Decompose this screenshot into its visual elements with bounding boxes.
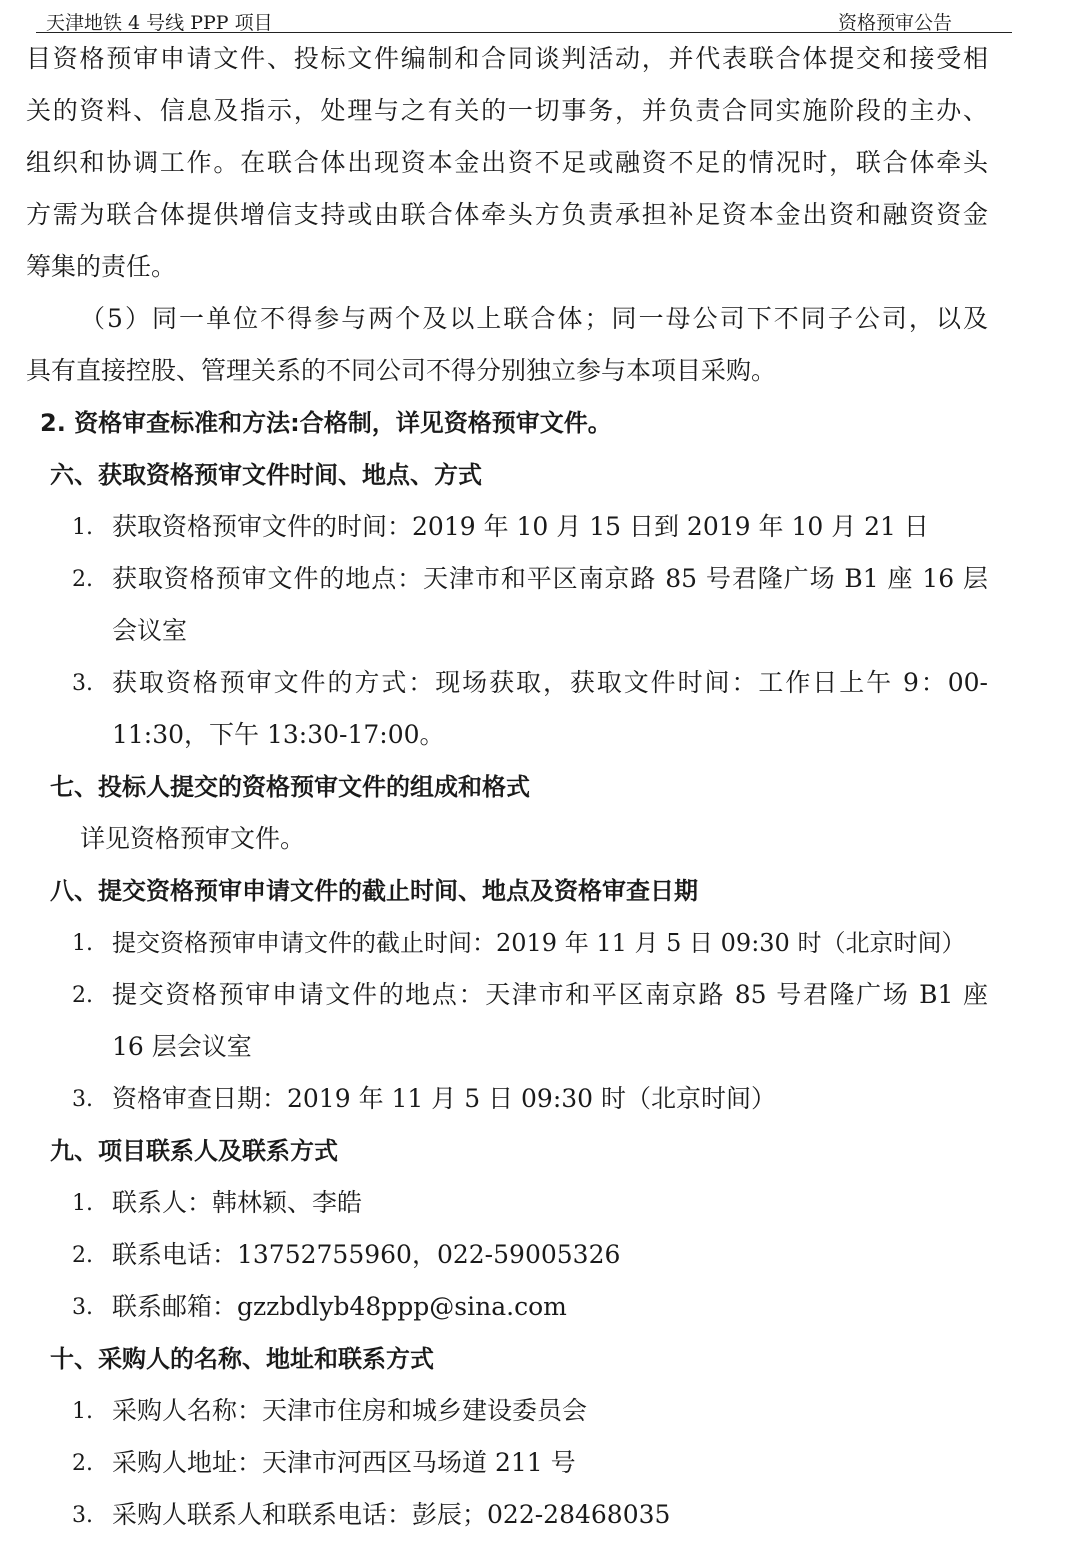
list-item: 资格审查日期：2019 年 11 月 5 日 09:30 时（北京时间） xyxy=(112,1084,777,1113)
header-doc-title: 资格预审公告 xyxy=(837,12,952,34)
list-number: 3. xyxy=(72,1087,93,1112)
list-number: 1. xyxy=(72,931,93,956)
list-number: 3. xyxy=(72,671,93,696)
list-item-continuation: 会议室 xyxy=(112,616,188,645)
list-item-continuation: 16 层会议室 xyxy=(112,1032,252,1061)
list-item: 联系电话：13752755960，022-59005326 xyxy=(112,1240,621,1269)
list-item: 提交资格预审申请文件的截止时间：2019 年 11 月 5 日 09:30 时（北京时间） xyxy=(112,929,966,957)
list-item: 采购人地址：天津市河西区马场道 211 号 xyxy=(112,1448,576,1477)
section-7-title: 七、投标人提交的资格预审文件的组成和格式 xyxy=(50,773,530,801)
list-number: 2. xyxy=(72,983,93,1008)
page-header xyxy=(36,6,1012,33)
section-7-body: 详见资格预审文件。 xyxy=(80,824,306,853)
section-8-title: 八、提交资格预审申请文件的截止时间、地点及资格审查日期 xyxy=(50,877,698,905)
list-number: 2. xyxy=(72,567,93,592)
clause-5-line: 具有直接控股、管理关系的不同公司不得分别独立参与本项目采购。 xyxy=(26,356,777,385)
qualification-method: 2. 资格审查标准和方法:合格制，详见资格预审文件。 xyxy=(40,409,612,437)
section-9-title: 九、项目联系人及联系方式 xyxy=(50,1137,338,1165)
list-number: 2. xyxy=(72,1451,93,1476)
intro-line: 目资格预审申请文件、投标文件编制和合同谈判活动，并代表联合体提交和接受相 xyxy=(26,44,988,73)
intro-line: 组织和协调工作。在联合体出现资本金出资不足或融资不足的情况时，联合体牵头 xyxy=(26,148,988,177)
intro-line: 关的资料、信息及指示，处理与之有关的一切事务，并负责合同实施阶段的主办、 xyxy=(26,96,988,125)
clause-5-line: （5）同一单位不得参与两个及以上联合体；同一母公司下不同子公司，以及 xyxy=(80,304,988,333)
list-item: 获取资格预审文件的方式：现场获取，获取文件时间：工作日上午 9：00- xyxy=(112,668,988,697)
list-item: 提交资格预审申请文件的地点：天津市和平区南京路 85 号君隆广场 B1 座 xyxy=(112,980,988,1009)
list-number: 1. xyxy=(72,1399,93,1424)
list-number: 3. xyxy=(72,1503,93,1528)
list-number: 1. xyxy=(72,515,93,540)
section-6-title: 六、获取资格预审文件时间、地点、方式 xyxy=(50,461,482,489)
list-item: 获取资格预审文件的时间：2019 年 10 月 15 日到 2019 年 10 月 21 日 xyxy=(112,512,929,541)
list-item: 联系人：韩林颖、李皓 xyxy=(112,1188,363,1217)
list-number: 3. xyxy=(72,1295,93,1320)
section-10-title: 十、采购人的名称、地址和联系方式 xyxy=(50,1345,434,1373)
list-item: 采购人名称：天津市住房和城乡建设委员会 xyxy=(112,1396,588,1425)
intro-line: 方需为联合体提供增信支持或由联合体牵头方负责承担补足资本金出资和融资资金 xyxy=(26,200,988,229)
list-item: 联系邮箱：gzzbdlyb48ppp@sina.com xyxy=(112,1292,567,1321)
list-item: 获取资格预审文件的地点：天津市和平区南京路 85 号君隆广场 B1 座 16 层 xyxy=(112,564,988,593)
list-item: 采购人联系人和联系电话：彭辰；022-28468035 xyxy=(112,1500,671,1529)
list-item-continuation: 11:30，下午 13:30-17:00。 xyxy=(112,720,445,749)
list-number: 2. xyxy=(72,1243,93,1268)
intro-line: 筹集的责任。 xyxy=(26,252,177,281)
list-number: 1. xyxy=(72,1191,93,1216)
header-project-name: 天津地铁 4 号线 PPP 项目 xyxy=(46,12,273,34)
